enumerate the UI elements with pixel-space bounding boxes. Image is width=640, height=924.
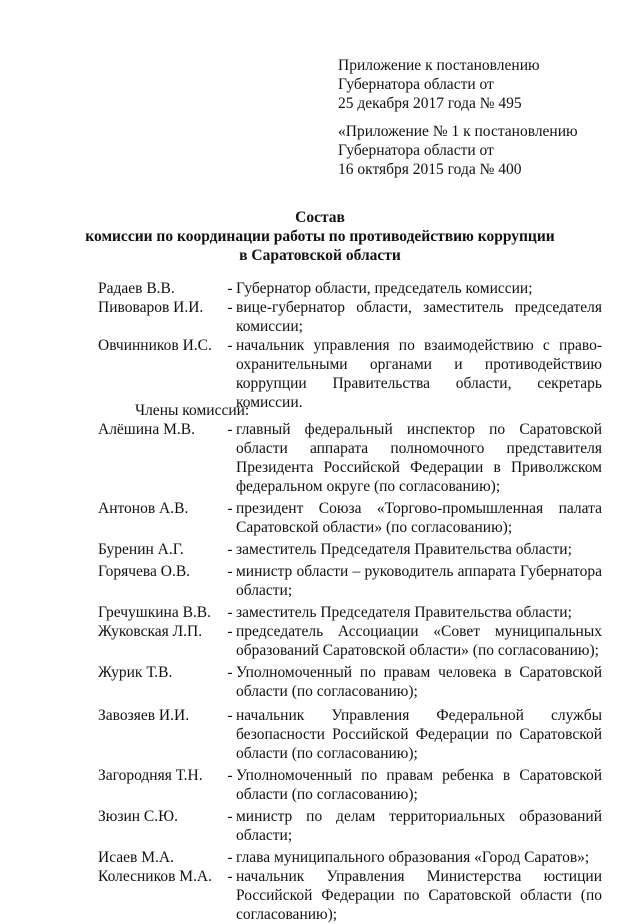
title-line-2: комиссии по координации работы по противодействию коррупции [85, 228, 555, 245]
members-label: Члены комиссии: [135, 402, 250, 419]
list-item [98, 807, 602, 845]
member-role: начальник Управления Министерства юстиции Российской Федерации по Саратовской области (по согласованию); [236, 868, 602, 923]
document-title [0, 208, 640, 265]
member-role: вице-губернатор области, заместитель председателя комиссии; [236, 299, 602, 335]
dash-separator: - [227, 868, 233, 885]
dash-separator: - [227, 767, 233, 784]
dash-separator: - [227, 664, 233, 681]
list-item [98, 867, 602, 924]
member-name: Горячева О.В. [98, 563, 191, 580]
header-attachment-current [338, 56, 618, 113]
dash-separator: - [227, 541, 233, 558]
dash-separator: - [227, 623, 233, 640]
header-line: Губернатора области от [338, 142, 494, 159]
members-list [98, 420, 602, 924]
header-attachment-original [338, 122, 618, 179]
dash-separator: - [227, 604, 233, 621]
list-item [98, 540, 602, 559]
member-role: министр области – руководитель аппарата Губернатора области; [236, 563, 602, 599]
list-item [98, 848, 602, 867]
dash-separator: - [227, 808, 233, 825]
member-role: Уполномоченный по правам ребенка в Саратовской области (по согласованию); [236, 767, 602, 803]
member-role: заместитель Председателя Правительства области; [236, 541, 572, 558]
list-item [98, 766, 602, 804]
list-item [98, 603, 602, 622]
member-name: Загородняя Т.Н. [98, 767, 203, 784]
list-item [98, 499, 602, 537]
title-line-3: в Саратовской области [239, 247, 401, 264]
member-role: председатель Ассоциации «Совет муниципальных образований Саратовской области» (по согласованию); [236, 623, 602, 659]
member-name: Колесников М.А. [98, 868, 212, 885]
member-role: президент Союза «Торгово-промышленная палата Саратовской области» (по согласованию); [236, 500, 602, 536]
dash-separator: - [227, 280, 233, 297]
member-role: заместитель Председателя Правительства области; [236, 604, 572, 621]
dash-separator: - [227, 421, 233, 438]
list-item [98, 279, 602, 298]
leadership-list [98, 279, 602, 412]
member-name: Пивоваров И.И. [98, 299, 204, 316]
header-line: «Приложение № 1 к постановлению [338, 123, 578, 140]
member-name: Алёшина М.В. [98, 421, 195, 438]
title-line-1: Состав [295, 209, 345, 226]
member-role: главный федеральный инспектор по Саратовской области аппарата полномочного представителя Президента Российской Федерации в Приволжском федеральном округе (по согласованию); [236, 421, 602, 495]
header-line: Приложение к постановлению [338, 57, 540, 74]
member-name: Овчинников И.С. [98, 337, 212, 354]
member-name: Жуковская Л.П. [98, 623, 203, 640]
dash-separator: - [227, 299, 233, 316]
dash-separator: - [227, 563, 233, 580]
list-item [98, 663, 602, 701]
list-item [98, 562, 602, 600]
member-name: Зюзин С.Ю. [98, 808, 178, 825]
dash-separator: - [227, 707, 233, 724]
member-role: глава муниципального образования «Город Саратов»; [236, 849, 590, 866]
member-role: Губернатор области, председатель комиссии; [236, 280, 533, 297]
member-name: Гречушкина В.В. [98, 604, 212, 621]
member-name: Буренин А.Г. [98, 541, 184, 558]
dash-separator: - [227, 849, 233, 866]
list-item [98, 622, 602, 660]
member-role: начальник управления по взаимодействию с право-охранительными органами и противодействию коррупции Правительства области, секретарь комиссии. [236, 337, 602, 411]
header-line: Губернатора области от [338, 76, 494, 93]
member-name: Журик Т.В. [98, 664, 173, 681]
list-item [98, 706, 602, 763]
dash-separator: - [227, 500, 233, 517]
list-item [98, 420, 602, 496]
member-role: начальник Управления Федеральной службы безопасности Российской Федерации по Саратовской области (по согласованию); [236, 707, 602, 762]
dash-separator: - [227, 337, 233, 354]
member-role: Уполномоченный по правам человека в Саратовской области (по согласованию); [236, 664, 602, 700]
member-name: Исаев М.А. [98, 849, 174, 866]
member-role: министр по делам территориальных образований области; [236, 808, 602, 844]
header-line: 16 октября 2015 года № 400 [338, 161, 522, 178]
list-item [98, 298, 602, 336]
member-name: Завозяев И.И. [98, 707, 190, 724]
header-line: 25 декабря 2017 года № 495 [338, 95, 522, 112]
member-name: Радаев В.В. [98, 280, 175, 297]
member-name: Антонов А.В. [98, 500, 189, 517]
